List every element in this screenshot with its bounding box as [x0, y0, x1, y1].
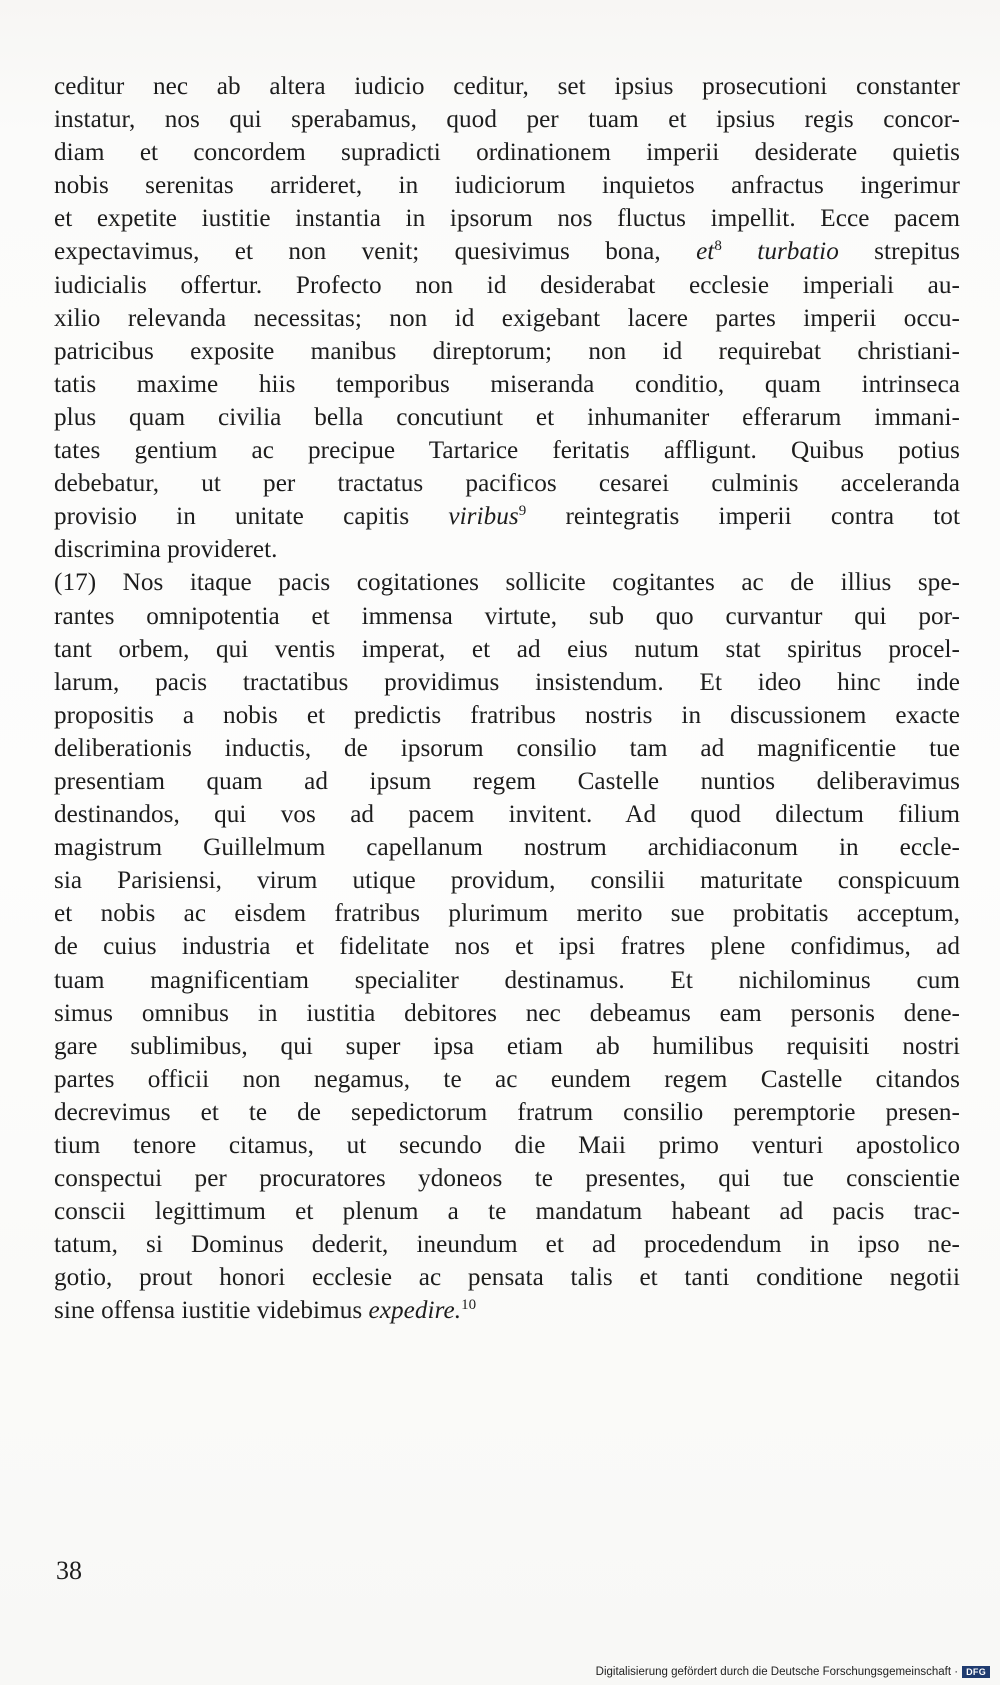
text-line: et nobis ac eisdem fratribus plurimum merito sue probitatis acceptum,	[54, 900, 960, 928]
text-line: partes officii non negamus, te ac eundem regem Castelle citandos	[54, 1065, 960, 1093]
text-line: instatur, nos qui sperabamus, quod per tuam et ipsius regis concor-	[54, 106, 960, 134]
text-line: debebatur, ut per tractatus pacificos cesarei culminis acceleranda	[54, 470, 960, 498]
text-line	[54, 1294, 960, 1327]
text-line: gotio, prout honori ecclesie ac pensata talis et tanti conditione negotii	[54, 1264, 960, 1292]
text-line: destinandos, qui vos ad pacem invitent. Ad quod dilectum filium	[54, 801, 960, 829]
italic-text: viribus	[448, 503, 519, 531]
text-line: magistrum Guillelmum capellanum nostrum archidiaconum in eccle-	[54, 834, 960, 862]
italic-text: et	[696, 238, 715, 266]
footer-note: Digitalisierung gefördert durch die Deutsche Forschungsgemeinschaft ·	[595, 1666, 959, 1678]
digitization-footer	[596, 1663, 990, 1681]
text-line: rantes omnipotentia et immensa virtute, sub quo curvantur qui por-	[54, 602, 960, 630]
text-line	[54, 500, 960, 533]
footnote-marker: 8	[714, 238, 722, 255]
text-line: decrevimus et te de sepedictorum fratrum consilio peremptorie presen-	[54, 1098, 960, 1126]
text-line: patricibus exposite manibus direptorum; non id requirebat christiani-	[54, 337, 960, 365]
text-line: propositis a nobis et predictis fratribus nostris in discussionem exacte	[54, 701, 960, 729]
text-line: tium tenore citamus, ut secundo die Maii primo venturi apostolico	[54, 1132, 960, 1159]
text-line: de cuius industria et fidelitate nos et ipsi fratres plene confidimus, ad	[54, 933, 960, 961]
body-text	[54, 70, 960, 1328]
text-line: presentiam quam ad ipsum regem Castelle nuntios deliberavimus	[54, 767, 960, 795]
text-line: larum, pacis tractatibus providimus insistendum. Et ideo hinc inde	[54, 668, 960, 696]
dfg-logo: DFG	[962, 1666, 990, 1678]
text-segment	[722, 238, 757, 265]
italic-text: expedire.	[368, 1297, 462, 1325]
text-line: tant orbem, qui ventis imperat, et ad eius nutum stat spiritus procel-	[54, 635, 960, 663]
text-line: discrimina provideret.	[54, 536, 278, 564]
text-segment: strepitus	[838, 238, 960, 266]
text-line: conscii legittimum et plenum a te mandatum habeant ad pacis trac-	[54, 1198, 960, 1226]
text-line: tatum, si Dominus dederit, ineundum et ad procedendum in ipso ne-	[54, 1231, 960, 1259]
text-line: simus omnibus in iustitia debitores nec debeamus eam personis dene-	[54, 999, 960, 1027]
text-line: tatis maxime hiis temporibus miseranda conditio, quam intrinseca	[54, 370, 960, 398]
text-line: diam et concordem supradicti ordinationem imperii desiderate quietis	[54, 139, 960, 167]
text-line: ceditur nec ab altera iudicio ceditur, set ipsius prosecutioni constanter	[54, 73, 960, 100]
text-line: plus quam civilia bella concutiunt et inhumaniter efferarum immani-	[54, 403, 960, 431]
page-number: 38	[56, 1556, 82, 1585]
text-segment: provisio in unitate capitis	[54, 503, 449, 531]
text-line: (17) Nos itaque pacis cogitationes sollicite cogitantes ac de illius spe-	[54, 569, 960, 597]
text-line: deliberationis inductis, de ipsorum consilio tam ad magnificentie tue	[54, 734, 960, 762]
footnote-marker: 9	[518, 503, 527, 520]
italic-text: turbatio	[757, 238, 839, 266]
text-line: et expetite iustitie instantia in ipsorum nos fluctus impellit. Ecce pacem	[54, 205, 960, 233]
footnote-marker: 10	[461, 1297, 477, 1314]
text-line: sia Parisiensi, virum utique providum, consilii maturitate conspicuum	[54, 867, 960, 895]
text-line: nobis serenitas arrideret, in iudiciorum inquietos anfractus ingerimur	[54, 172, 960, 200]
text-line: gare sublimibus, qui super ipsa etiam ab humilibus requisiti nostri	[54, 1032, 960, 1060]
text-line: iudicialis offertur. Profecto non id desiderabat ecclesie imperiali au-	[54, 271, 960, 299]
text-line	[54, 235, 960, 268]
text-line: conspectui per procuratores ydoneos te presentes, qui tue conscientie	[54, 1165, 960, 1193]
text-segment: sine offensa iustitie videbimus	[54, 1297, 369, 1325]
text-line: tates gentium ac precipue Tartarice feritatis affligunt. Quibus potius	[54, 437, 960, 465]
text-line: xilio relevanda necessitas; non id exigebant lacere partes imperii occu-	[54, 304, 960, 332]
text-segment: expectavimus, et non venit; quesivimus bona,	[54, 238, 697, 266]
text-segment: reintegratis imperii contra tot	[526, 503, 960, 531]
text-line: tuam magnificentiam specialiter destinamus. Et nichilominus cum	[54, 966, 960, 994]
